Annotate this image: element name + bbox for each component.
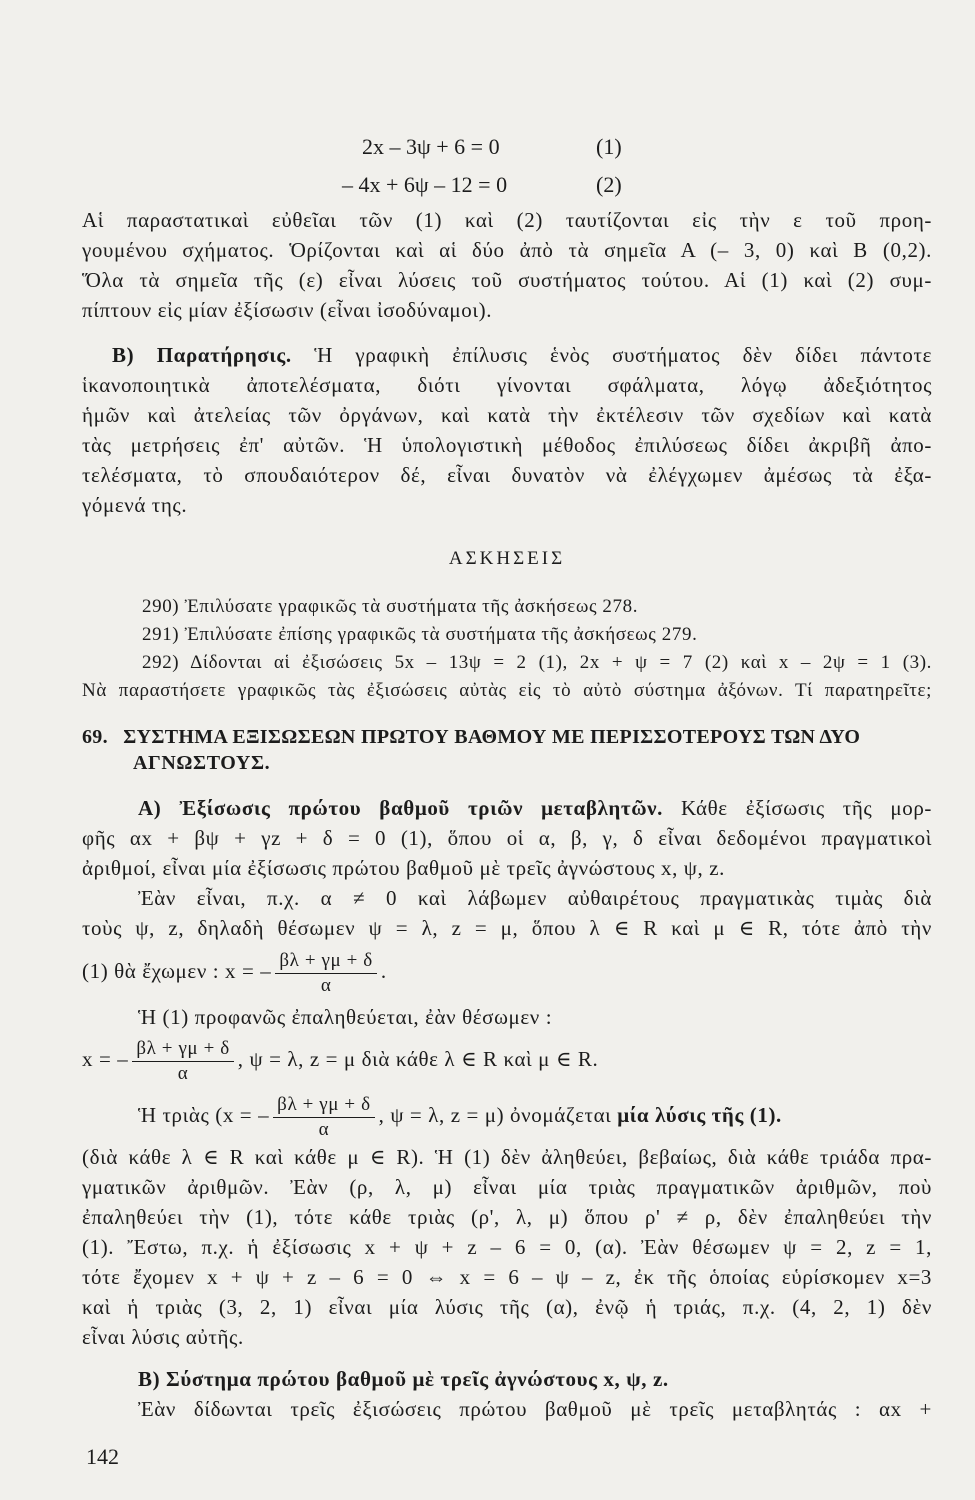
para1-line: Ὅλα τὰ σημεῖα τῆς (ε) εἶναι λύσεις τοῦ συστήματος τούτου. Αἱ (1) καὶ (2) συμ- xyxy=(82,268,932,292)
subA-line1 xyxy=(138,793,932,823)
section-title-line2: ΑΓΝΩΣΤΟΥΣ. xyxy=(133,752,271,774)
para1-line: Αἱ παραστατικαὶ εὐθεῖαι τῶν (1) καὶ (2) ταυτίζονται εἰς τὴν ε τοῦ προη- xyxy=(82,208,932,232)
para2-line: τελέσματα, τὸ σπουδαιότερον δέ, εἶναι δυνατὸν νὰ ἐλέγχωμεν ἀμέσως τὰ ἐξα- xyxy=(82,463,932,487)
section-title-line1: ΣΥΣΤΗΜΑ ΕΞΙΣΩΣΕΩΝ ΠΡΩΤΟΥ ΒΑΘΜΟΥ ΜΕ ΠΕΡΙΣΣΟΤΕΡΟΥΣ ΤΩΝ ΔΥΟ xyxy=(123,726,861,748)
fraction xyxy=(275,949,376,998)
fraction-suffix: . xyxy=(380,959,387,983)
subA-rest-line: ἐπαληθεύει τὴν (1), τότε κάθε τριὰς (ρ', λ, μ) ὅπου ρ' ≠ ρ, δὲν ἐπαληθεύει τὴν xyxy=(82,1205,932,1229)
fraction xyxy=(132,1037,233,1086)
subA-line: ἀριθμοί, εἶναι μία ἐξίσωσις πρώτου βαθμοῦ μὲ τρεῖς ἀγνώστους x, ψ, z. xyxy=(82,856,725,880)
subA-heading: Α) Ἐξίσωσις πρώτου βαθμοῦ τριῶν μεταβλητῶν. xyxy=(138,796,663,820)
solution-prefix: x = – xyxy=(82,1047,129,1071)
remark-text: Ἡ γραφικὴ ἐπίλυσις ἑνὸς συστήματος δὲν δίδει πάντοτε xyxy=(291,343,932,367)
fraction-numerator: βλ + γμ + δ xyxy=(132,1037,233,1062)
triad-middle: , ψ = λ, z = μ) ὀνομάζεται xyxy=(378,1103,612,1127)
equation-1-number: (1) xyxy=(596,134,622,159)
exercise-291: 291) Ἐπιλύσατε ἐπίσης γραφικῶς τὰ συστήματα τῆς ἀσκήσεως 279. xyxy=(142,624,698,645)
subA-rest-line: εἶναι λύσις αὐτῆς. xyxy=(82,1325,244,1349)
fraction-prefix: (1) θὰ ἔχωμεν : x = – xyxy=(82,959,272,983)
remark-heading: Β) Παρατήρησις. xyxy=(112,343,292,367)
fraction xyxy=(273,1093,374,1142)
subA-rest-line: καὶ ἡ τριὰς (3, 2, 1) εἶναι μία λύσις τῆς (α), ἐνῷ ἡ τριάς, π.χ. (4, 2, 1) δὲν xyxy=(82,1295,932,1319)
subA-triad-line xyxy=(138,1088,975,1142)
para2-line: ἱκανοποιητικὰ ἀποτελέσματα, διότι γίνονται σφάλματα, λόγῳ ἀδεξιότητος xyxy=(82,373,932,397)
fraction-denominator: α xyxy=(320,974,332,996)
fraction-denominator: α xyxy=(177,1062,189,1084)
subA-line: Ἡ (1) προφανῶς ἐπαληθεύεται, ἐὰν θέσωμεν : xyxy=(138,1005,553,1029)
exercise-290: 290) Ἐπιλύσατε γραφικῶς τὰ συστήματα τῆς ἀσκήσεως 278. xyxy=(142,596,639,617)
equation-2: – 4x + 6ψ – 12 = 0 xyxy=(342,172,508,197)
para1-line: πίπτουν εἰς μίαν ἐξίσωσιν (εἶναι ἰσοδύναμοι). xyxy=(82,298,493,322)
section-number: 69. xyxy=(82,726,108,748)
subA-line: τοὺς ψ, z, δηλαδὴ θέσωμεν ψ = λ, z = μ, ὅπου λ ∈ R καὶ μ ∈ R, τότε ἀπὸ τὴν xyxy=(82,916,932,940)
page-number: 142 xyxy=(86,1444,119,1469)
subB-heading: Β) Σύστημα πρώτου βαθμοῦ μὲ τρεῖς ἀγνώστους x, ψ, z. xyxy=(138,1367,669,1391)
exercise-292: 292) Δίδονται αἱ ἐξισώσεις 5x – 13ψ = 2 (1), 2x + ψ = 7 (2) καὶ x – 2ψ = 1 (3). xyxy=(142,652,932,673)
subA-rest-line: (διὰ κάθε λ ∈ R καὶ κάθε μ ∈ R). Ἡ (1) δὲν ἀληθεύει, βεβαίως, διὰ κάθε τριάδα πρα- xyxy=(82,1145,932,1169)
subA-line: Ἐὰν εἶναι, π.χ. α ≠ 0 καὶ λάβωμεν αὐθαιρέτους πραγματικὰς τιμὰς διὰ xyxy=(138,886,932,910)
subB-line: Ἐὰν δίδωνται τρεῖς ἐξισώσεις πρώτου βαθμοῦ μὲ τρεῖς μεταβλητάς : αx + xyxy=(138,1397,932,1421)
fraction-numerator: βλ + γμ + δ xyxy=(273,1093,374,1118)
triad-bold: μία λύσις τῆς (1). xyxy=(617,1103,782,1127)
exercise-292-cont: Νὰ παραστήσετε γραφικῶς τὰς ἐξισώσεις αὐτὰς εἰς τὸ αὐτὸ σύστημα ἀξόνων. Τί παρατηρεῖτε; xyxy=(82,680,932,701)
subA-first-text: Κάθε ἐξίσωσις τῆς μορ- xyxy=(663,796,933,820)
equation-1: 2x – 3ψ + 6 = 0 xyxy=(362,134,500,159)
para1-line: γουμένου σχήματος. Ὁρίζονται καὶ αἱ δύο ἀπὸ τὰ σημεῖα Α (– 3, 0) καὶ Β (0,2). xyxy=(82,238,932,262)
subA-solution-line xyxy=(82,1032,932,1086)
para2-line xyxy=(112,340,932,370)
fraction-denominator: α xyxy=(318,1118,330,1140)
para2-line: γόμενά της. xyxy=(82,493,188,517)
triad-prefix: Ἡ τριὰς (x = – xyxy=(138,1103,270,1127)
para2-line: τὰς μετρήσεις ἐπ' αὐτῶν. Ἡ ὑπολογιστικὴ μέθοδος ἐπιλύσεως δίδει ἀκριβῆ ἀπο- xyxy=(82,433,932,457)
subA-fraction-line xyxy=(82,944,932,998)
subA-rest-line: (1). Ἔστω, π.χ. ἡ ἐξίσωσις x + ψ + z – 6 = 0, (α). Ἐὰν θέσωμεν ψ = 2, z = 1, xyxy=(82,1235,932,1259)
para2-line: ἡμῶν καὶ ἀτελείας τῶν ὀργάνων, καὶ κατὰ τὴν ἐκτέλεσιν τῶν σχεδίων καὶ κατὰ xyxy=(82,403,932,427)
equation-2-number: (2) xyxy=(596,172,622,197)
fraction-numerator: βλ + γμ + δ xyxy=(275,949,376,974)
subA-line: φῆς αx + βψ + γz + δ = 0 (1), ὅπου οἱ α, β, γ, δ εἶναι δεδομένοι πραγματικοὶ xyxy=(82,826,932,850)
exercises-title: ΑΣΚΗΣΕΙΣ xyxy=(448,548,566,569)
subA-rest-line: τότε ἔχομεν x + ψ + z – 6 = 0 ⇔ x = 6 – ψ – z, ἐκ τῆς ὁποίας εὑρίσκομεν x=3 xyxy=(82,1265,932,1289)
solution-suffix: , ψ = λ, z = μ διὰ κάθε λ ∈ R καὶ μ ∈ R. xyxy=(237,1047,599,1071)
subA-rest-line: γματικῶν ἀριθμῶν. Ἐὰν (ρ, λ, μ) εἶναι μία τριὰς πραγματικῶν ἀριθμῶν, ποὺ xyxy=(82,1175,932,1199)
